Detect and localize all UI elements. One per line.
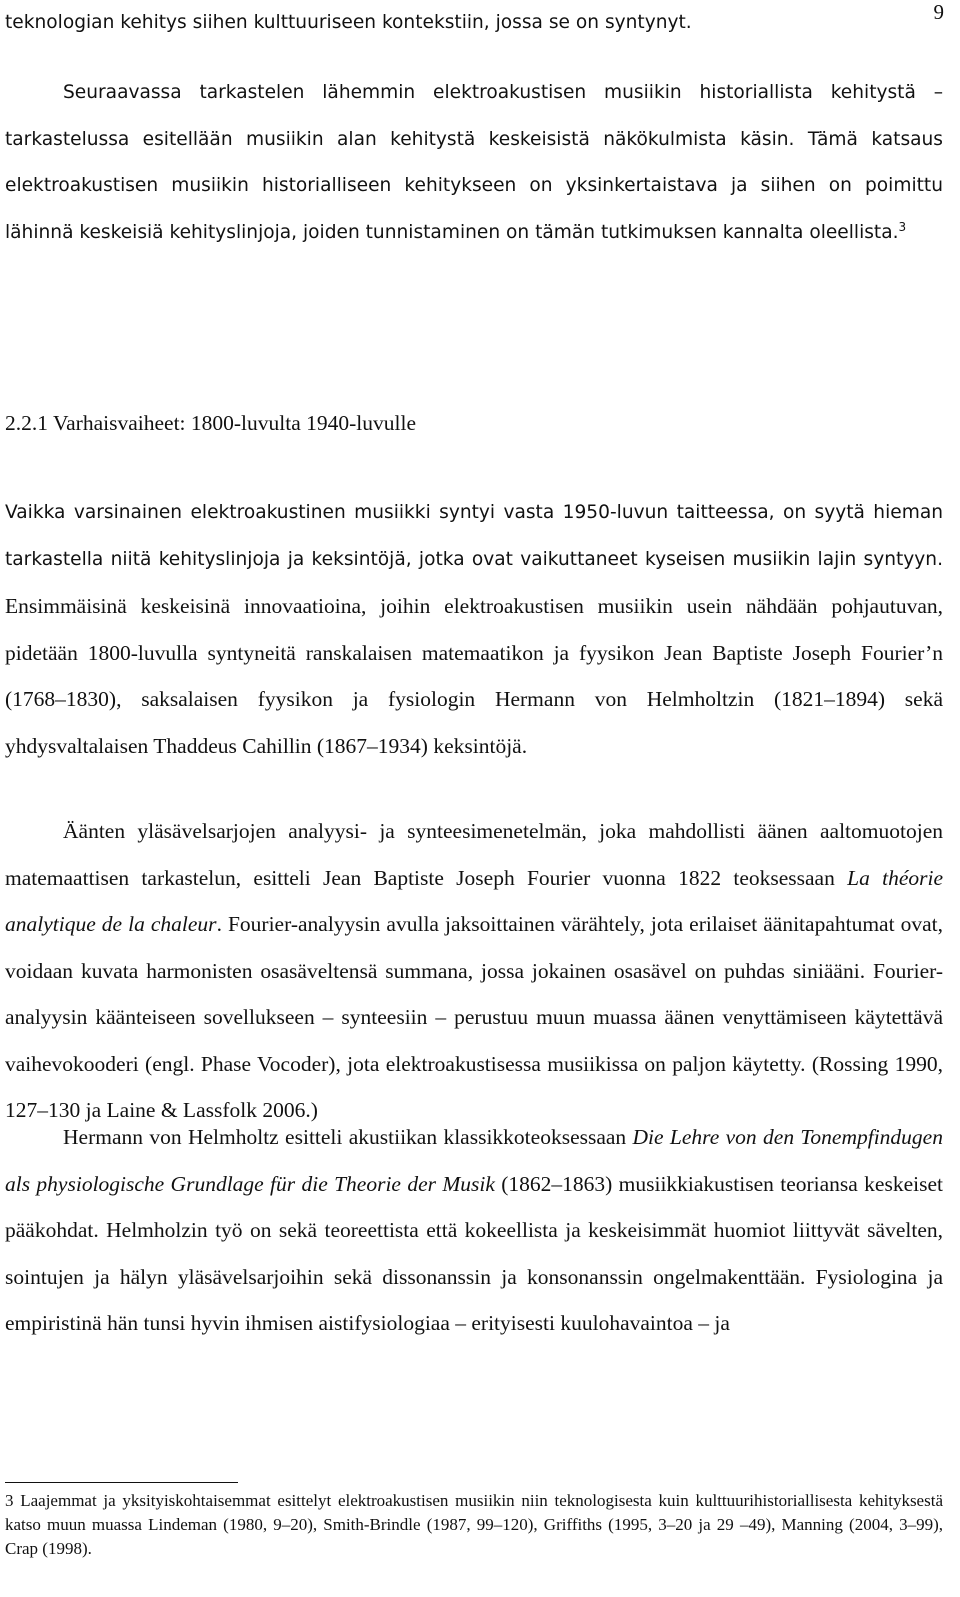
fourier-text-after: . Fourier-analyysin avulla jaksoittainen värähtely, jota erilaiset äänitapahtumat ovat, voidaan kuvata harmonisten osasäveltensä summana, jossa jokainen osasävel on puhdas siniääni. Fourier-analyysin käänteiseen sovellukseen – synteesiin – perustuu muun muassa äänen venyttämiseen käytettävä vaihevokooderi (engl. Phase Vocoder), jota elektroakustisessa musiikissa on paljon käytetty. (Rossing 1990, 127–130 ja Laine & Lassfolk 2006.) [5, 912, 943, 1122]
fourier-book-title: La théorie analytique de la chaleur [5, 865, 943, 936]
paragraph-early-innovations [5, 490, 943, 769]
paragraph-sans-text: Vaikka varsinainen elektroakustinen musiikki syntyi vasta 1950-luvun taitteessa, on syytä hieman tarkastella niitä kehityslinjoja ja keksintöjä, jotka ovat vaikuttaneet kyseisen musiikin lajin syntyyn. [5, 502, 943, 570]
section-heading: 2.2.1 Varhaisvaiheet: 1800-luvulta 1940-luvulle [5, 411, 417, 435]
paragraph-serif-text: Ensimmäisinä keskeisinä innovaatioina, joihin elektroakustisen musiikin usein nähdään pohjautuvan, pidetään 1800-luvulla syntyneitä ranskalaisen matemaatikon ja fyysikon Jean Baptiste Joseph Fourier’n (1768–1830), saksalaisen fyysikon ja fysiologin Hermann von Helmholtzin (1821–1894) sekä yhdysvaltalaisen Thaddeus Cahillin (1867–1934) keksintöjä. [5, 594, 943, 758]
fourier-text-before: Äänten yläsävelsarjojen analyysi- ja synteesimenetelmän, joka mahdollisti äänen aaltomuotojen matemaattisen tarkastelun, esitteli Jean Baptiste Joseph Fourier vuonna 1822 teoksessaan [5, 819, 943, 890]
intro-paragraph-text: Seuraavassa tarkastelen lähemmin elektroakustisen musiikin historiallista kehitystä – tarkastelussa esitellään musiikin alan kehitystä keskeisistä näkökulmista käsin. Tämä katsaus elektroakustisen musiikin historialliseen kehitykseen on yksinkertaistava ja siihen on poimittu lähinnä keskeisiä kehityslinjoja, joiden tunnistaminen on tämän tutkimuksen kannalta oleellista. [5, 82, 943, 243]
helmholtz-book-title: Die Lehre von den Tonempfindugen als physiologische Grundlage für die Theorie der Musik [5, 1125, 943, 1196]
helmholtz-text-after: (1862–1863) musiikkiakustisen teoriansa keskeiset pääkohdat. Helmholzin työ on sekä teoreettista että kokeellista ja keskeisimmät huomiot liittyvät sävelten, sointujen ja hälyn yläsävelsarjoihin sekä dissonanssin ja konsonanssin ongelmakenttään. Fysiologina ja empiristinä hän tunsi hyvin ihmisen aistifysiologiaa – erityisesti kuulohavaintoa – ja [5, 1171, 943, 1335]
intro-paragraph [5, 70, 943, 256]
footnote: 3 Laajemmat ja yksityiskohtaisemmat esittelyt elektroakustisen musiikin niin teknologisesta kuin kulttuurihistoriallisesta kehityksestä katso muun muassa Lindeman (1980, 9–20), Smith-Brindle (1987, 99–120), Griffiths (1995, 3–20 ja 29 –49), Manning (2004, 3–99), Crap (1998). [5, 1491, 943, 1558]
paragraph-helmholtz [5, 1114, 943, 1347]
intro-first-line [5, 0, 943, 47]
page-number: 9 [933, 0, 944, 24]
footnote-separator [5, 1482, 238, 1483]
paragraph-fourier [5, 808, 943, 1134]
footnote-reference: 3 [898, 219, 907, 234]
intro-first-line-text: teknologian kehitys siihen kulttuuriseen kontekstiin, jossa se on syntynyt. [5, 12, 692, 33]
helmholtz-text-before: Hermann von Helmholtz esitteli akustiikan klassikkoteoksessaan [63, 1125, 633, 1149]
